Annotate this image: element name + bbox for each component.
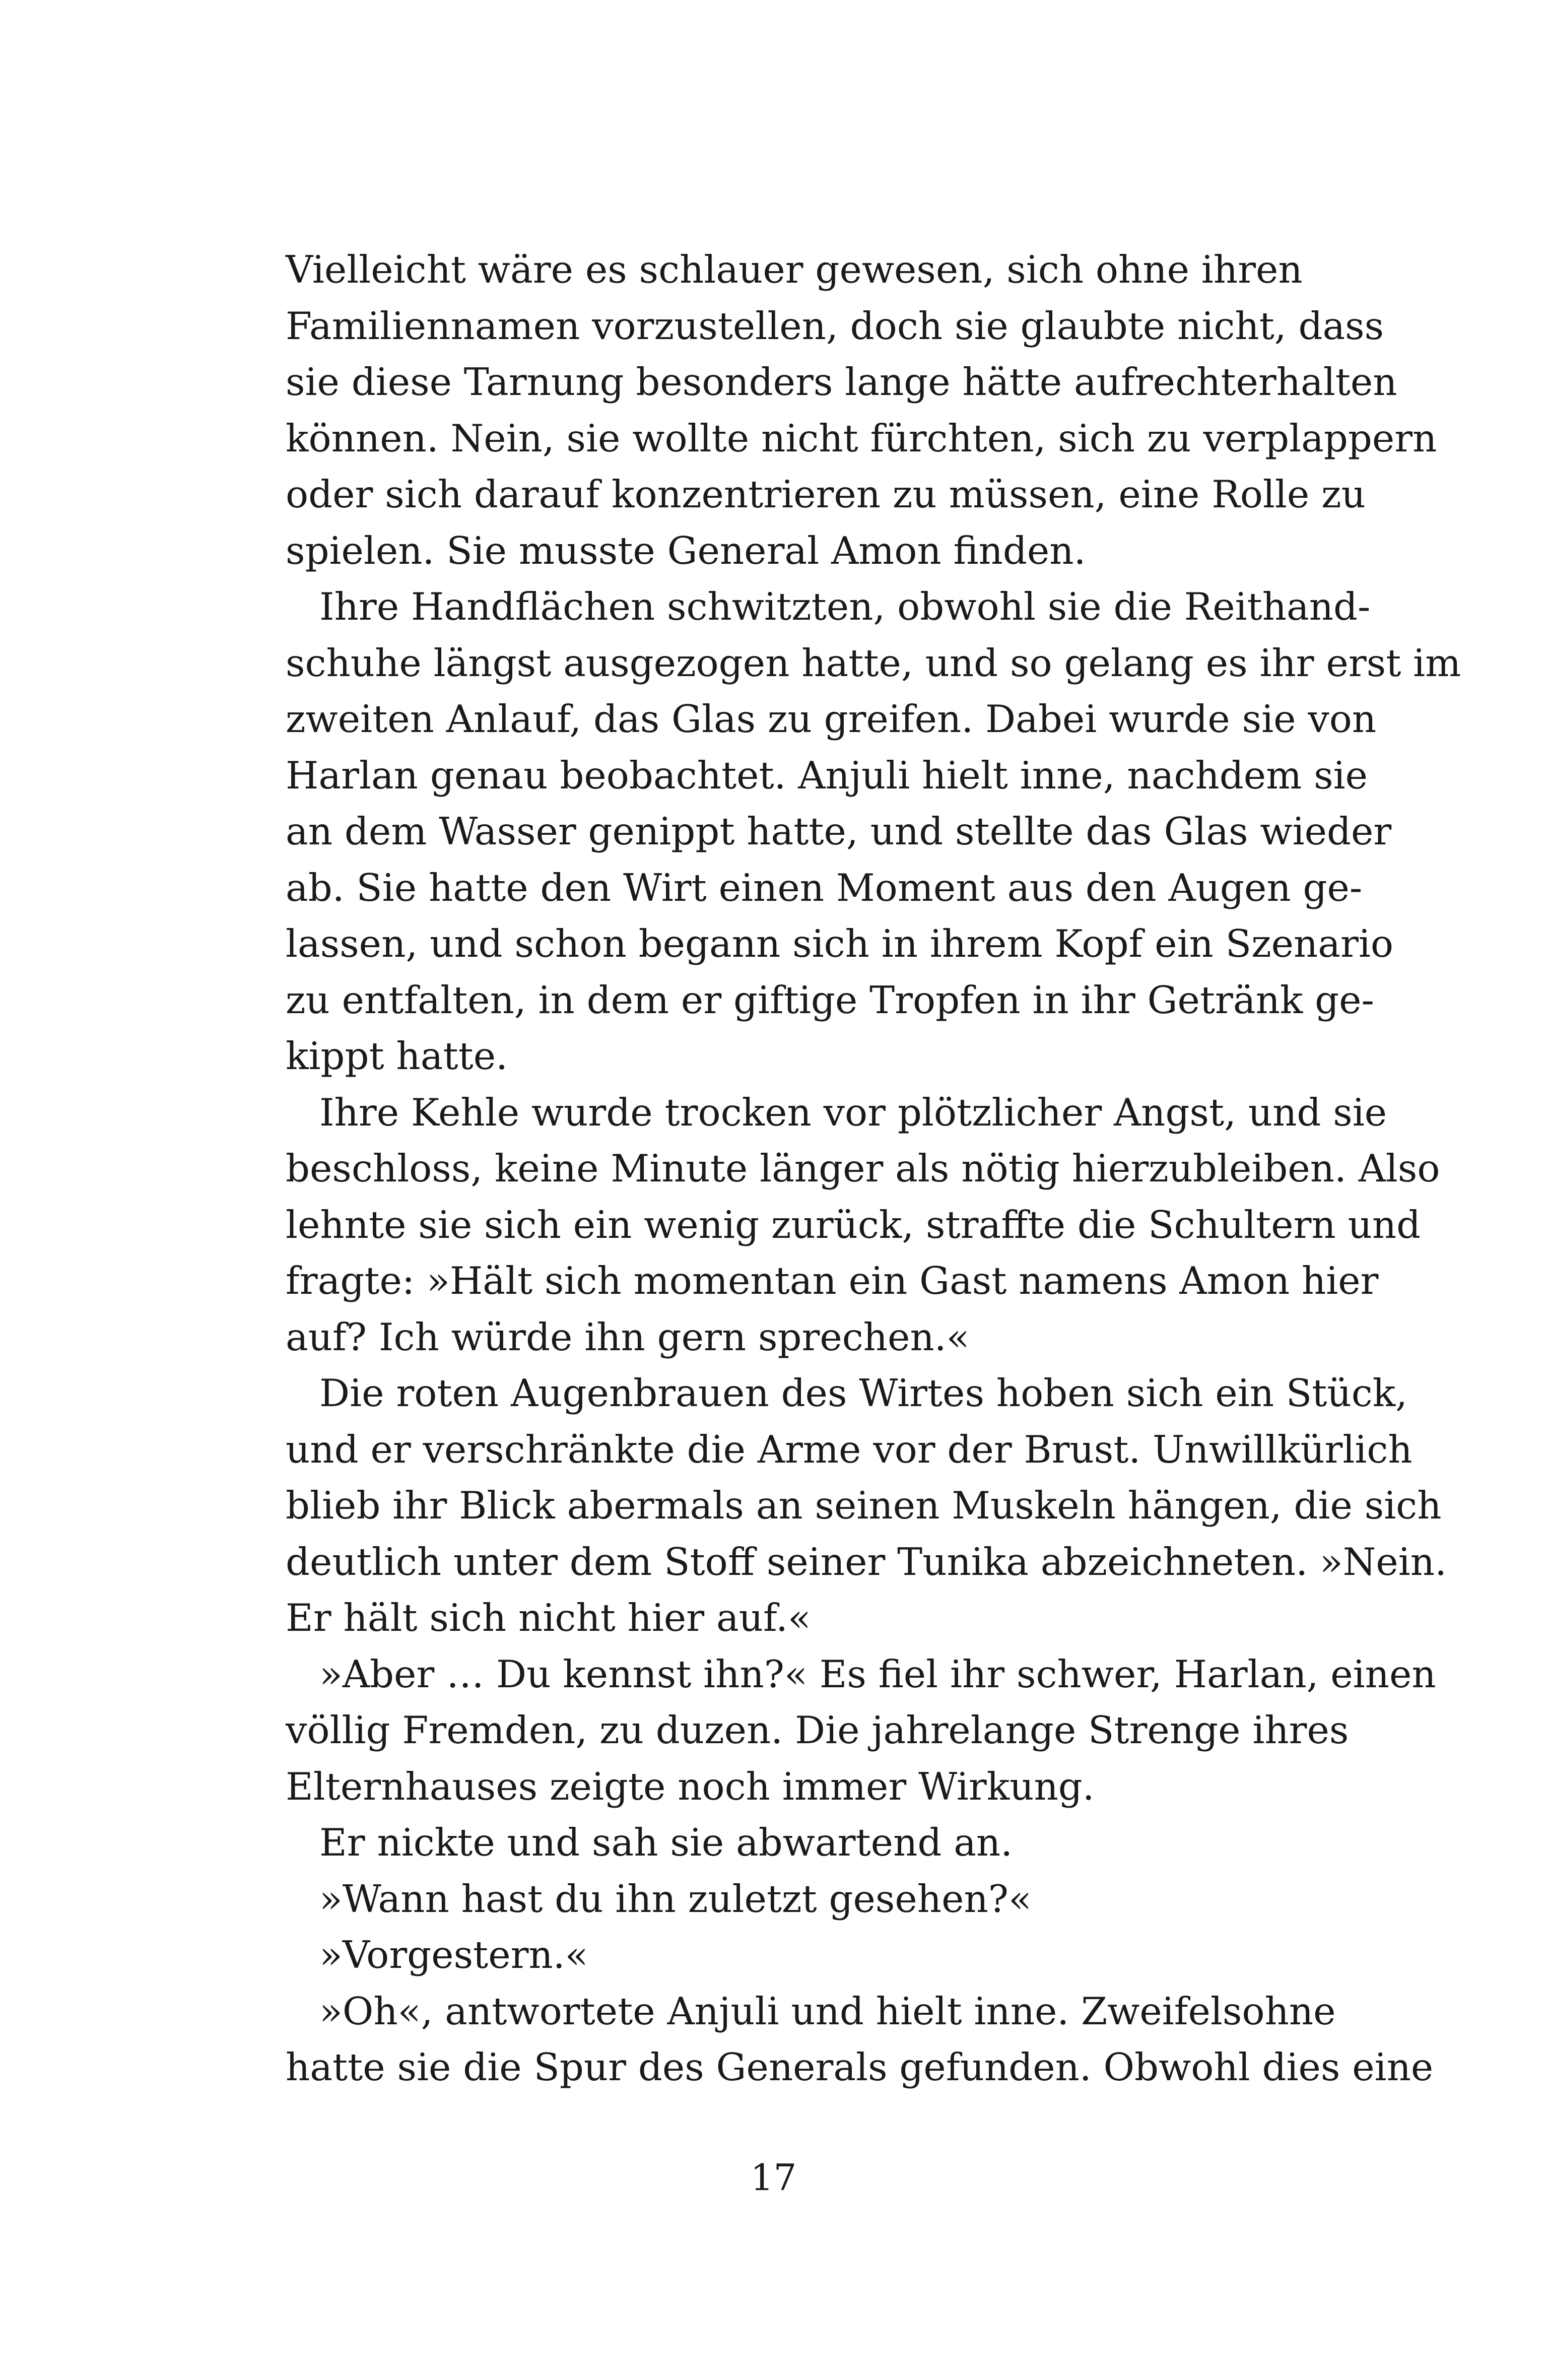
text-line: auf? Ich würde ihn gern sprechen.« (286, 1314, 970, 1359)
text-line: deutlich unter dem Stoff seiner Tunika abzeichneten. »Nein. (286, 1539, 1447, 1584)
text-line: fragte: »Hält sich momentan ein Gast namens Amon hier (286, 1259, 1379, 1303)
text-line: ab. Sie hatte den Wirt einen Moment aus den Augen ge- (286, 865, 1363, 910)
text-line: beschloss, keine Minute länger als nötig hierzubleiben. Also (286, 1146, 1440, 1191)
text-line: »Wann hast du ihn zuletzt gesehen?« (319, 1876, 1032, 1921)
text-line: »Vorgestern.« (319, 1933, 588, 1977)
text-line: sie diese Tarnung besonders lange hätte aufrechterhalten (286, 360, 1397, 404)
paragraph (286, 1085, 1440, 1366)
text-line: zu entfalten, in dem er giftige Tropfen in ihr Getränk ge- (286, 977, 1374, 1022)
body-text (286, 242, 1461, 2096)
paragraph (286, 579, 1461, 1085)
text-line: Familiennamen vorzustellen, doch sie glaubte nicht, dass (286, 303, 1384, 348)
text-line: oder sich darauf konzentrieren zu müssen, eine Rolle zu (286, 472, 1366, 516)
text-line: Ihre Kehle wurde trocken vor plötzlicher Angst, und sie (319, 1090, 1387, 1135)
text-line: zweiten Anlauf, das Glas zu greifen. Dabei wurde sie von (286, 697, 1377, 741)
paragraph (286, 242, 1437, 579)
paragraph (286, 1984, 1434, 2096)
text-line: kippt hatte. (286, 1034, 508, 1078)
text-line: lassen, und schon begann sich in ihrem Kopf ein Szenario (286, 921, 1393, 966)
text-line: »Oh«, antwortete Anjuli und hielt inne. Zweifelsohne (319, 1989, 1336, 2033)
paragraph (286, 1815, 1296, 1871)
text-line: lehnte sie sich ein wenig zurück, straffte die Schultern und (286, 1202, 1421, 1247)
page-number: 17 (750, 2156, 797, 2199)
paragraph (286, 1365, 1447, 1646)
text-line: »Aber … Du kennst ihn?« Es fiel ihr schwer, Harlan, einen (319, 1651, 1436, 1696)
text-line: völlig Fremden, zu duzen. Die jahrelange Strenge ihres (286, 1708, 1349, 1752)
text-line: schuhe längst ausgezogen hatte, und so gelang es ihr erst im (286, 640, 1461, 685)
text-line: Elternhauses zeigte noch immer Wirkung. (286, 1764, 1095, 1809)
text-line: Er nickte und sah sie abwartend an. (319, 1820, 1013, 1865)
text-line: können. Nein, sie wollte nicht fürchten, sich zu verplappern (286, 416, 1437, 460)
text-line: Harlan genau beobachtet. Anjuli hielt inne, nachdem sie (286, 753, 1368, 798)
paragraph (286, 1871, 1296, 1928)
text-line: blieb ihr Blick abermals an seinen Muskeln hängen, die sich (286, 1483, 1442, 1528)
text-line: spielen. Sie musste General Amon finden. (286, 528, 1086, 573)
text-line: Ihre Handflächen schwitzten, obwohl sie die Reithand- (319, 584, 1371, 629)
paragraph (286, 1646, 1436, 1815)
text-line: Er hält sich nicht hier auf.« (286, 1596, 811, 1640)
text-line: hatte sie die Spur des Generals gefunden. Obwohl dies eine (286, 2045, 1434, 2089)
text-line: Die roten Augenbrauen des Wirtes hoben sich ein Stück, (319, 1371, 1408, 1415)
text-line: Vielleicht wäre es schlauer gewesen, sich ohne ihren (286, 247, 1303, 292)
paragraph (286, 1927, 1296, 1984)
text-line: und er verschränkte die Arme vor der Brust. Unwillkürlich (286, 1427, 1413, 1472)
text-line: an dem Wasser genippt hatte, und stellte das Glas wieder (286, 809, 1392, 853)
